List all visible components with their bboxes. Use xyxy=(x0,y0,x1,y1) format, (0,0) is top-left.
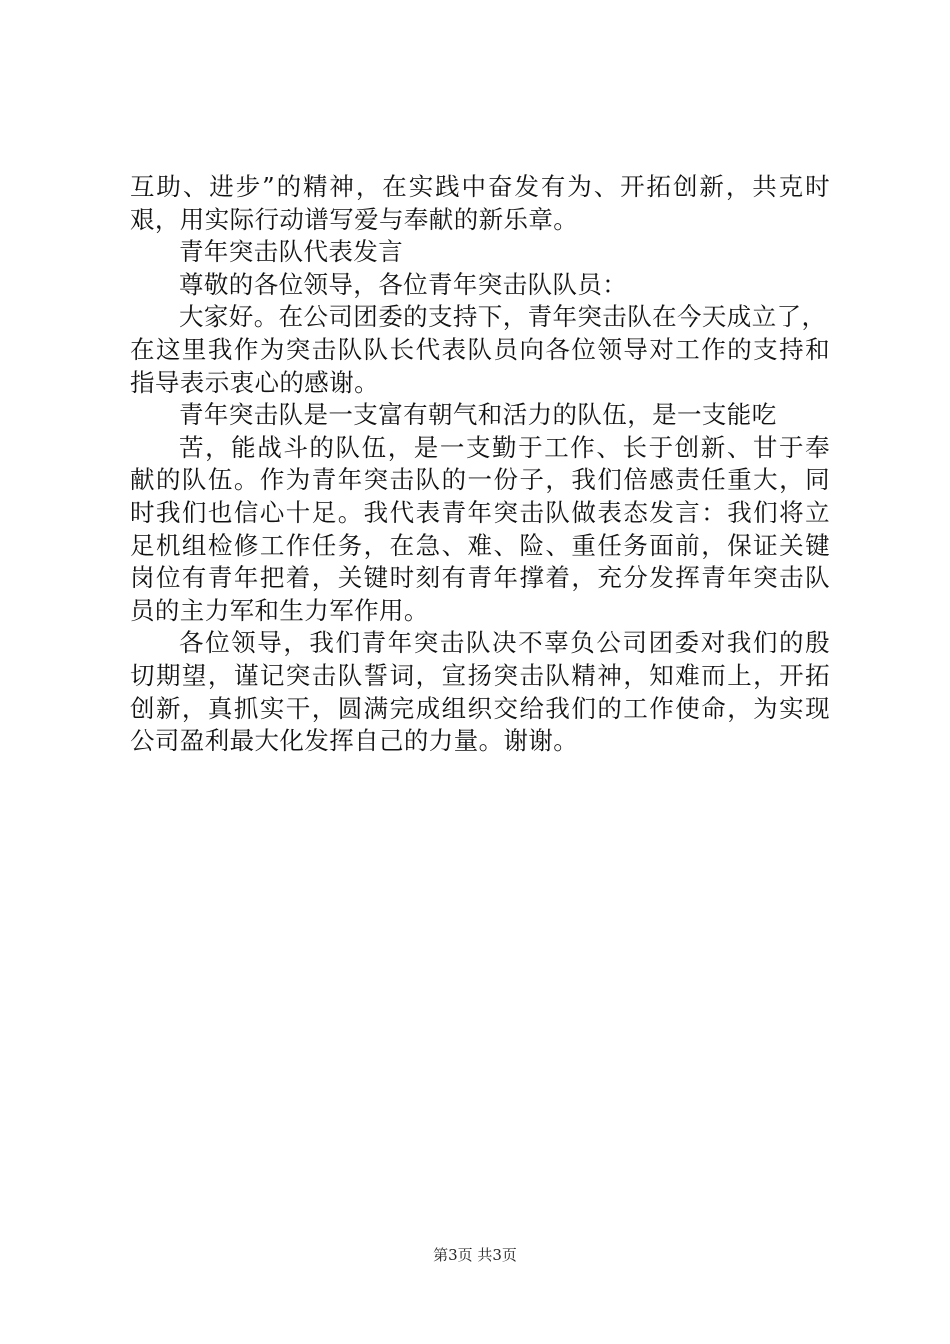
text-line: 时我们也信心十足。我代表青年突击队做表态发言：我们将立 xyxy=(130,497,830,527)
text-line: 在这里我作为突击队队长代表队员向各位领导对工作的支持和 xyxy=(130,334,830,364)
text-line: 创新，真抓实干，圆满完成组织交给我们的工作使命，为实现 xyxy=(130,693,830,723)
text-line: 切期望，谨记突击队誓词，宣扬突击队精神，知难而上，开拓 xyxy=(130,660,830,690)
text-line: 公司盈利最大化发挥自己的力量。谢谢。 xyxy=(130,726,579,756)
text-line: 各位领导，我们青年突击队决不辜负公司团委对我们的殷 xyxy=(179,628,830,658)
document-body xyxy=(130,171,850,758)
text-line: 大家好。在公司团委的支持下，青年突击队在今天成立了， xyxy=(179,302,827,332)
section-heading: 青年突击队代表发言 xyxy=(179,237,404,267)
text-line: 指导表示衷心的感谢。 xyxy=(130,367,379,397)
salutation: 尊敬的各位领导，各位青年突击队队员： xyxy=(179,269,628,299)
page-number-footer: 第3页 共3页 xyxy=(433,1246,517,1264)
text-line: 岗位有青年把着，关键时刻有青年撑着，充分发挥青年突击队 xyxy=(130,563,830,593)
text-line: 互助、进步”的精神，在实践中奋发有为、开拓创新，共克时 xyxy=(130,172,830,201)
text-line: 青年突击队是一支富有朝气和活力的队伍，是一支能吃 xyxy=(179,400,777,430)
text-line: 员的主力军和生力军作用。 xyxy=(130,595,429,625)
text-line: 苦，能战斗的队伍，是一支勤于工作、长于创新、甘于奉 xyxy=(179,432,830,462)
text-line: 献的队伍。作为青年突击队的一份子，我们倍感责任重大，同 xyxy=(130,465,830,495)
text-line: 足机组检修工作任务，在急、难、险、重任务面前，保证关键 xyxy=(130,530,830,560)
text-line: 艰，用实际行动谱写爱与奉献的新乐章。 xyxy=(130,204,579,234)
